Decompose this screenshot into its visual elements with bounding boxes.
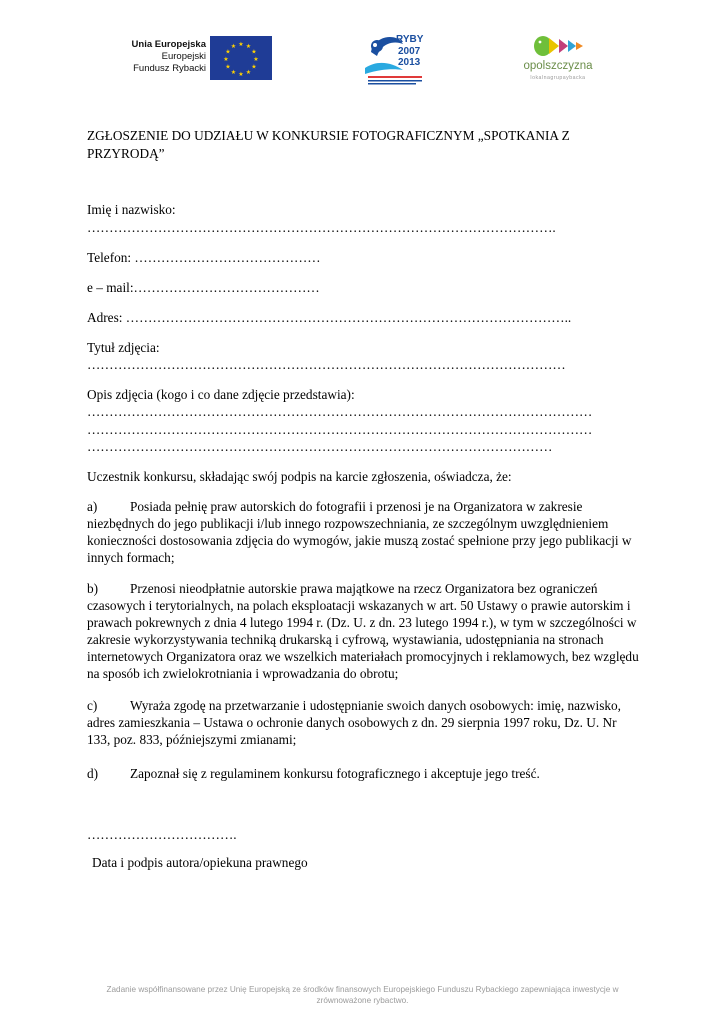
photo-title-label: Tytuł zdjęcia: [87,340,160,355]
point-label: d) [87,766,99,781]
description-label: Opis zdjęcia (kogo i co dane zdjęcie przedstawia): [87,387,355,402]
point-text: Zapoznał się z regulaminem konkursu fotograficznego i akceptuje jego treść. [130,766,540,781]
opolszczyzna-logo [513,33,603,85]
po-ryby-word: RYBY [396,34,424,45]
declaration-point-d [87,765,639,782]
eu-logo-text [126,39,206,75]
eu-logo-line3: Fundusz Rybacki [133,63,206,74]
svg-text:★: ★ [253,56,259,63]
svg-text:★: ★ [230,69,237,76]
name-field: ……………………………………………………………………………………………. [87,220,556,235]
svg-text:★: ★ [230,43,237,50]
declaration-point-c [87,697,639,748]
description-field-line2: …………………………………………………………………………………………………… [87,422,593,437]
svg-text:★: ★ [238,71,244,78]
po-ryby-year1: 2007 [398,46,421,57]
svg-text:★: ★ [238,41,244,48]
point-text: Posiada pełnię praw autorskich do fotografii i przenosi je na Organizatora w zakresie niezbędnych do jego publikacji i/lub innego rozpowszechniania, ze szczególnym uwzględnieniem konieczności dostosowania zdjęcia do wymogów, jakie muszą zostać spełnione przy jego publikacji w innych formach; [87,499,632,565]
signature-field: ……………………………. [87,827,237,842]
point-text: Wyraża zgodę na przetwarzanie i udostępnianie swoich danych osobowych: imię, nazwisko, adres zamieszkania – Ustawa o ochronie danych osobowych z dn. 29 sierpnia 1997 roku, Dz. U. Nr 133, poz. 833, późniejszymi zmianami; [87,698,622,747]
fish-icon [513,33,603,59]
svg-text:★: ★ [251,63,257,71]
eu-logo [126,36,276,82]
name-label: Imię i nazwisko: [87,202,176,217]
eu-logo-line2: Europejski [161,51,206,62]
svg-text:★: ★ [245,69,252,76]
phone-field: Telefon: …………………………………… [87,250,321,265]
description-field-line1: …………………………………………………………………………………………………… [87,404,593,419]
point-label: b) [87,581,99,596]
description-field-line3: …………………………………………………………………………………………… [87,439,553,454]
svg-text:★: ★ [225,48,231,56]
declaration-intro: Uczestnik konkursu, składając swój podpis na karcie zgłoszenia, oświadcza, że: [87,469,512,484]
address-field: Adres: ……………………………………………………………………………………….. [87,310,572,325]
opolszczyzna-subtitle: lokalnagrupaybacka [530,75,586,81]
point-text: Przenosi nieodpłatnie autorskie prawa majątkowe na rzecz Organizatora bez ograniczeń czasowych i terytorialnych, na polach eksploatacji wskazanych w art. 50 Ustawy o prawie autorskim i prawach pokrewnych z dnia 4 lutego 1994 r. (Dz. U. z dn. 23 lutego 1994 r.), w tym w szczególności w zakresie wykorzystywania techniką drukarską i cyfrową, wystawiania, udostępniania na stronach internetowych Organizatora oraz we wszelkich materiałach promocyjnych i reklamowych, bez względu na sposób ich zwielokrotniania i wprowadzania do obrotu; [87,581,639,681]
svg-text:★: ★ [225,63,231,71]
declaration-point-a [87,498,639,566]
footer-note: Zadanie współfinansowane przez Unię Europejską ze środków finansowych Europejskiego Funduszu Rybackiego zapewniająca inwestycje w zrównoważone rybactwo. [106,985,619,1005]
form-title: ZGŁOSZENIE DO UDZIAŁU W KONKURSIE FOTOGRAFICZNYM „SPOTKANIA Z PRZYRODĄ” [87,128,570,161]
svg-text:★: ★ [245,43,252,50]
po-ryby-po: PO [387,38,396,44]
point-label: a) [87,499,98,514]
svg-text:★: ★ [251,48,257,56]
declaration-point-b [87,580,639,682]
email-field: e – mail:…………………………………… [87,280,320,295]
photo-title-field: ……………………………………………………………………………………………… [87,357,566,372]
svg-text:★: ★ [223,56,229,63]
eu-flag-icon [210,36,272,80]
signature-label: Data i podpis autora/opiekuna prawnego [92,855,308,870]
eu-logo-line1: Unia Europejska [131,39,206,50]
po-ryby-logo [363,30,425,88]
po-ryby-year2: 2013 [398,57,421,68]
point-label: c) [87,698,98,713]
opolszczyzna-name: opolszczyzna [523,60,593,72]
